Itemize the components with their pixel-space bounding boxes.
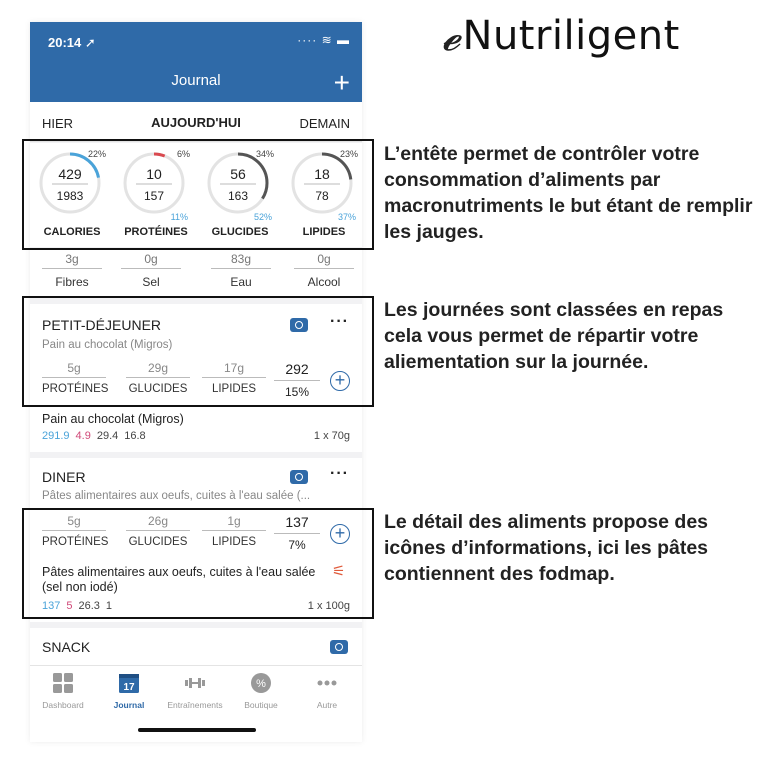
gauge-percent: 23%	[339, 149, 358, 159]
tab-label: Journal	[113, 700, 145, 710]
gauge-consumed: 56	[230, 166, 246, 182]
logo-mark-icon: 𝓮	[442, 11, 461, 60]
macro-value: 17g	[202, 361, 266, 378]
macro-value: 1g	[202, 514, 266, 531]
gauge-consumed: 10	[146, 166, 162, 182]
gauge-consumed: 18	[314, 166, 330, 182]
nutrient-label: Alcool	[307, 275, 341, 289]
nutrient-fibres	[42, 252, 102, 289]
macro-value: 5g	[42, 361, 106, 378]
meal-title[interactable]: PETIT-DÉJEUNER	[42, 317, 162, 333]
day-prev-button[interactable]: HIER	[42, 116, 74, 131]
food-name[interactable]: Pain au chocolat (Migros)	[42, 412, 184, 426]
note-meals: Les journées sont classées en repas cela vous permet de répartir votre aliementation sur la journée.	[384, 299, 724, 373]
meal-subtitle: Pain au chocolat (Migros)	[42, 339, 173, 351]
food-values	[42, 430, 146, 442]
macro-value: 5g	[42, 514, 106, 531]
day-today[interactable]: AUJOURD'HUI	[151, 115, 241, 130]
food-portion: 1 x 70g	[313, 430, 350, 442]
nutrient-value: 0g	[121, 252, 181, 269]
food-lipides: 16.8	[124, 430, 146, 442]
gauge-label: PROTÉINES	[124, 226, 188, 238]
day-next-button[interactable]: DEMAIN	[299, 116, 350, 131]
dashboard-icon	[52, 672, 74, 694]
callout-box-meals	[22, 296, 374, 407]
more-icon	[316, 672, 338, 694]
food-kcal: 137	[42, 600, 61, 612]
nutrient-value: 83g	[211, 252, 271, 269]
calendar-day: 17	[123, 682, 135, 693]
badge-symbol: %	[256, 678, 266, 690]
home-indicator	[138, 728, 256, 732]
tab-journal[interactable]	[96, 672, 162, 710]
fodmap-icon[interactable]: ⚟	[332, 563, 346, 580]
food-glucides: 26.3	[78, 600, 100, 612]
gauge-label: CALORIES	[43, 226, 101, 238]
add-food-button[interactable]: +	[330, 524, 350, 544]
kcal-percent: 7%	[288, 538, 306, 552]
nutrient-sel	[121, 252, 181, 289]
dumbbell-icon	[184, 672, 206, 694]
add-button[interactable]: +	[333, 67, 350, 98]
food-kcal: 291.9	[42, 430, 70, 442]
note-header: L’entête permet de contrôler votre consommation d’aliments par macronutriments le but étant de remplir les jauges.	[384, 143, 753, 243]
tab-boutique[interactable]	[228, 672, 294, 710]
nutrient-alcool	[294, 252, 354, 289]
gauge-percent: 34%	[255, 149, 274, 159]
minor-nutrients	[30, 248, 362, 296]
brand-name: Nutriligent	[462, 13, 680, 59]
tab-label: Autre	[316, 700, 338, 710]
tab-label: Entraînements	[167, 700, 223, 710]
camera-icon[interactable]	[330, 640, 348, 654]
callout-box-food-detail	[22, 508, 374, 619]
calendar-icon	[118, 672, 140, 694]
gauge-total: 163	[227, 189, 249, 203]
meal-title[interactable]: DINER	[42, 469, 86, 485]
macro-label: PROTÉINES	[42, 383, 109, 395]
food-name[interactable]: Pâtes alimentaires aux oeufs, cuites à l'eau salée (sel non iodé)	[42, 565, 316, 594]
macro-label: LIPIDES	[211, 536, 257, 548]
food-lipides: 1	[105, 600, 113, 612]
gauge-share: 11%	[170, 212, 188, 222]
meal-snack	[30, 628, 362, 665]
brand-logo	[442, 10, 680, 62]
more-options-icon[interactable]: ···	[330, 313, 349, 330]
gauge-percent: 22%	[87, 149, 106, 159]
kcal-value: 292	[274, 361, 320, 381]
note-food-detail: Le détail des aliments propose des icônes d’informations, ici les pâtes contiennent des fodmap.	[384, 511, 709, 585]
nav-bar	[30, 64, 362, 102]
nutrient-eau	[211, 252, 271, 289]
gauge-label: LIPIDES	[302, 226, 346, 238]
camera-icon[interactable]	[290, 470, 308, 484]
badge-percent-icon	[250, 672, 272, 694]
gauge-share: 37%	[337, 212, 356, 222]
nutrient-label: Eau	[230, 275, 252, 289]
kcal-value: 137	[274, 514, 320, 534]
tab-autre[interactable]	[294, 672, 360, 710]
more-options-icon[interactable]: ···	[330, 465, 349, 482]
nutrient-value: 0g	[294, 252, 354, 269]
gauge-label: GLUCIDES	[211, 226, 269, 238]
meal-title[interactable]: SNACK	[42, 639, 91, 655]
macro-label: LIPIDES	[211, 383, 257, 395]
meal-subtitle: Pâtes alimentaires aux oeufs, cuites à l'eau salée (...	[42, 490, 311, 502]
macro-value: 29g	[126, 361, 190, 378]
nutrient-label: Sel	[142, 275, 160, 289]
callout-box-header	[22, 139, 374, 250]
gauge-share: 52%	[253, 212, 272, 222]
gauge-percent: 6%	[176, 149, 190, 159]
tab-label: Dashboard	[42, 700, 84, 710]
page-title: Journal	[171, 72, 221, 89]
status-icons: ···· ≋ ▬	[297, 33, 350, 47]
gauge-total: 78	[315, 189, 329, 203]
macro-value: 26g	[126, 514, 190, 531]
status-time: 20:14 ➚	[48, 35, 96, 50]
macro-label: GLUCIDES	[128, 536, 188, 548]
tab-dashboard[interactable]	[30, 672, 96, 710]
add-food-button[interactable]: +	[330, 371, 350, 391]
macro-label: PROTÉINES	[42, 536, 109, 548]
nutrient-label: Fibres	[55, 275, 89, 289]
nutrient-value: 3g	[42, 252, 102, 269]
gauge-total: 157	[143, 189, 165, 203]
tab-label: Boutique	[244, 700, 278, 710]
tab-entrainements[interactable]	[162, 672, 228, 710]
gauge-consumed: 429	[58, 166, 82, 182]
food-portion: 1 x 100g	[307, 600, 350, 612]
gauge-total: 1983	[56, 189, 84, 203]
food-protein: 5	[66, 600, 73, 612]
day-selector	[30, 102, 362, 142]
food-glucides: 29.4	[96, 430, 119, 442]
macro-label: GLUCIDES	[128, 383, 188, 395]
status-bar	[30, 22, 362, 64]
food-protein: 4.9	[75, 430, 91, 442]
kcal-percent: 15%	[284, 385, 310, 399]
